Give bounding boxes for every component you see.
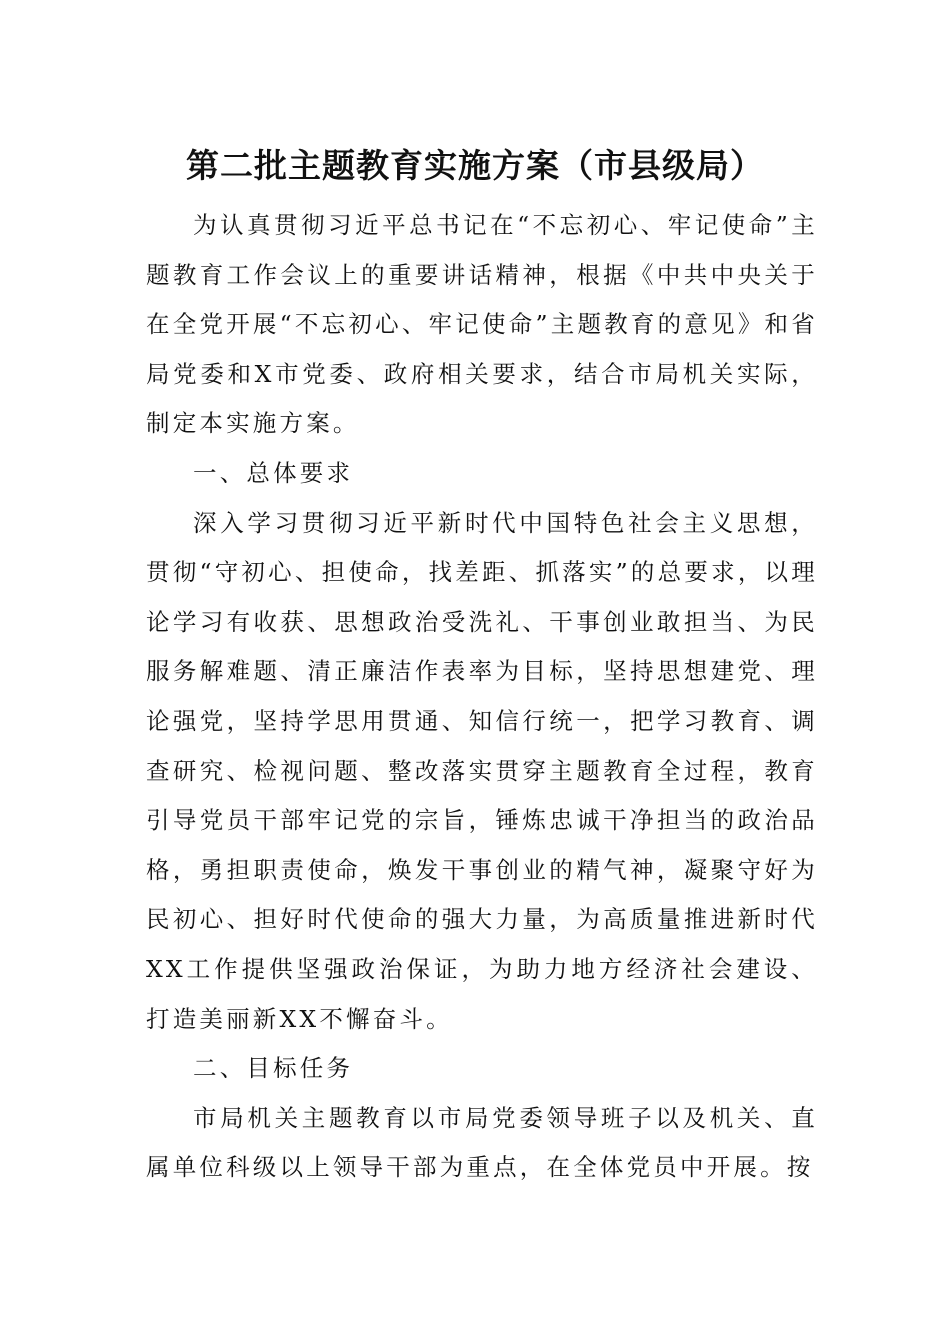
document-title: 第二批主题教育实施方案（市县级局） [186,146,764,185]
intro-paragraph: 为认真贯彻习近平总书记在“不忘初心、牢记使命”主题教育工作会议上的重要讲话精神，根据《中共中央关于在全党开展“不忘初心、牢记使命”主题教育的意见》和省局党委和X市党委、政府相关要求，结合市局机关实际，制定本实施方案。 [146,211,818,438]
section-heading-objectives: 二、目标任务 [193,1054,354,1083]
general-requirements-paragraph: 深入学习贯彻习近平新时代中国特色社会主义思想，贯彻“守初心、担使命，找差距、抓落实”的总要求，以理论学习有收获、思想政治受洗礼、干事创业敢担当、为民服务解难题、清正廉洁作表率为目标，坚持思想建党、理论强党，坚持学思用贯通、知信行统一，把学习教育、调查研究、检视问题、整改落实贯穿主题教育全过程，教育引导党员干部牢记党的宗旨，锤炼忠诚干净担当的政治品格，勇担职责使命，焕发干事创业的精气神，凝聚守好为民初心、担好时代使命的强大力量，为高质量推进新时代XX工作提供坚强政治保证，为助力地方经济社会建设、打造美丽新XX不懈奋斗。 [146,508,818,1033]
objectives-paragraph: 市局机关主题教育以市局党委领导班子以及机关、直属单位科级以上领导干部为重点，在全体党员中开展。按 [146,1103,818,1182]
section-heading-general-requirements: 一、总体要求 [193,458,354,487]
document-body [146,201,818,1193]
